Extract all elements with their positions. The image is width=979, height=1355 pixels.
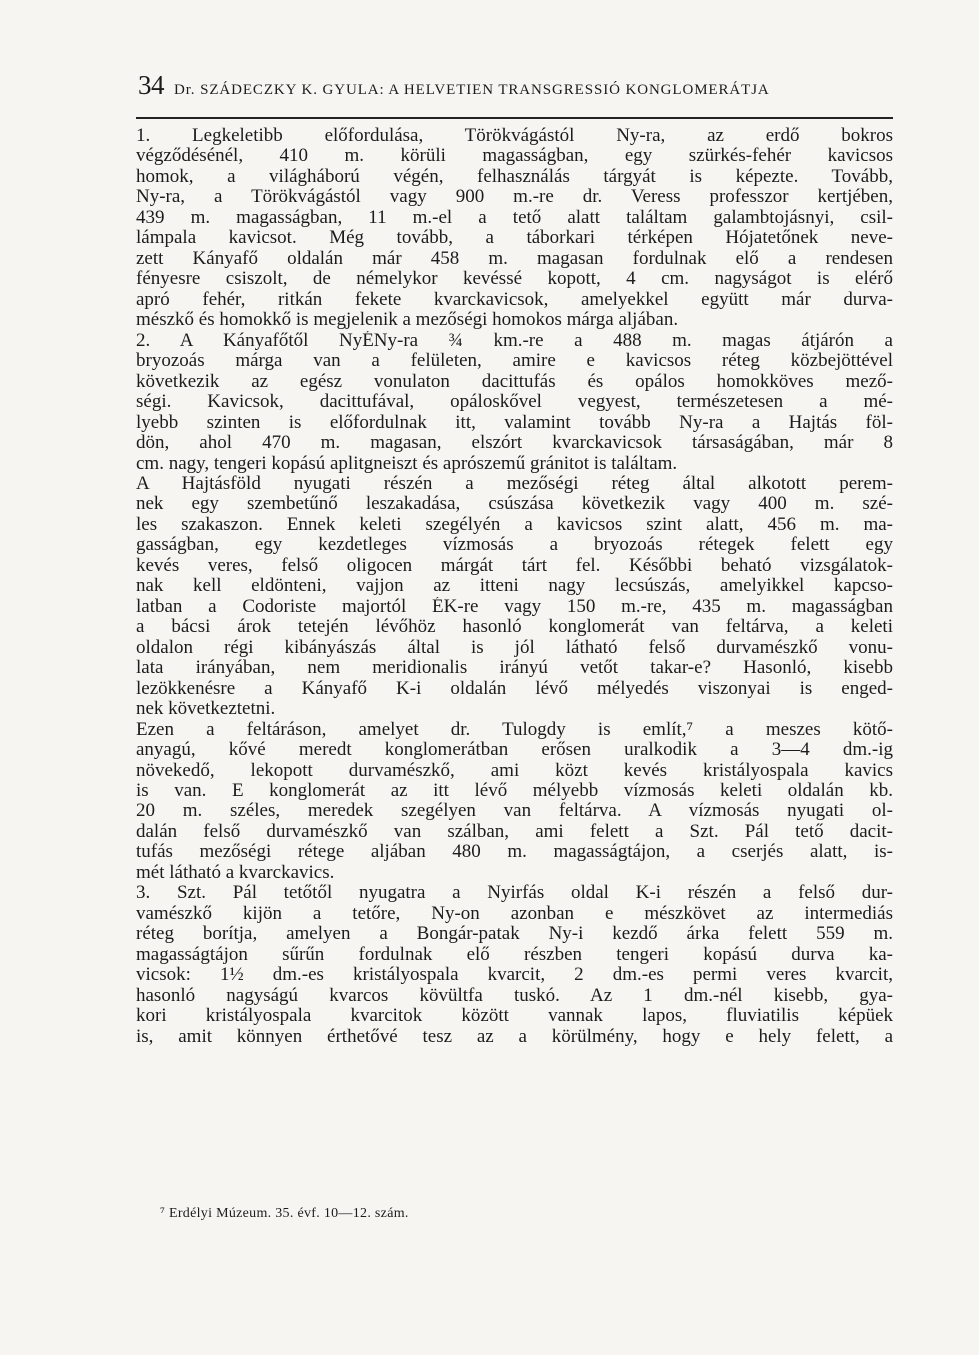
page-number: 34 xyxy=(138,70,164,100)
text-line: latban a Codoriste majortól ÉK-re vagy 150 m.-re, 435 m. magasságban xyxy=(136,596,893,617)
text-line: is van. E konglomerát az itt lévő mélyebb vízmosás keleti oldalán kb. xyxy=(136,781,893,801)
text-line: lata irányában, nem meridionalis irányú vetőt takar-e? Hasonló, kisebb xyxy=(136,658,893,679)
text-line: lyebb szinten is előfordulnak itt, valamint tovább Ny-ra a Hajtás föl- xyxy=(136,412,893,433)
header-rule xyxy=(136,117,893,119)
text-line: 3. Szt. Pál tetőtől nyugatra a Nyirfás oldal K-i részén a felső dur- xyxy=(136,883,893,904)
text-line: mészkő és homokkő is megjelenik a mezőségi homokos márga aljában. xyxy=(136,310,679,331)
text-line: a bácsi árok tetején lévőhöz hasonló konglomerát van feltárva, a keleti xyxy=(136,617,893,638)
text-line: 20 m. széles, meredek szegélyen van feltárva. A vízmosás nyugati ol- xyxy=(136,801,893,822)
text-line: tufás mezőségi rétege aljában 480 m. magasságtájon, a cserjés alatt, is- xyxy=(136,842,893,863)
text-line: zett Kányafő oldalán már 458 m. magasan fordulnak elő a rendesen xyxy=(136,248,893,269)
text-line: gasságban, egy kezdetleges vízmosás a bryozoás rétegek felett egy xyxy=(136,535,893,556)
footnote: ⁷ Erdélyi Múzeum. 35. évf. 10—12. szám. xyxy=(160,1206,409,1221)
text-line: következik az egész vonulaton dacittufás és opálos homokköves mező- xyxy=(136,371,893,392)
text-line: Ezen a feltáráson, amelyet dr. Tulogdy is említ,⁷ a meszes kötő- xyxy=(136,719,893,740)
text-line: cm. nagy, tengeri kopású aplitgneiszt és aprószemű gránitot is találtam. xyxy=(136,453,678,474)
page-header xyxy=(138,70,891,101)
text-line: dalán felső durvamészkő van szálban, ami felett a Szt. Pál tető dacit- xyxy=(136,821,893,842)
text-line: les szakaszon. Ennek keleti szegélyén a kavicsos szint alatt, 456 m. ma- xyxy=(136,514,893,535)
text-line: növekedő, lekopott durvamészkő, ami közt kevés kristályospala kavics xyxy=(136,760,893,781)
text-line: bryozoás márga van a felületen, amire e kavicsos réteg közbejöttével xyxy=(136,351,893,372)
text-line: apró fehér, ritkán fekete kvarckavicsok, amelyekkel együtt már durva- xyxy=(136,289,893,310)
text-line: nek következtetni. xyxy=(136,699,276,720)
text-line: is, amit könnyen érthetővé tesz az a körülmény, hogy e hely felett, a xyxy=(136,1026,893,1047)
text-line: vamészkő kijön a tetőre, Ny-on azonban e mészkövet az intermediás xyxy=(136,903,893,924)
body-text xyxy=(136,126,893,1068)
text-line: végződésénél, 410 m. körüli magasságban, egy szürkés-fehér kavicsos xyxy=(136,146,893,167)
text-line: lámpala kavicsot. Még tovább, a táborkari térképen Hójatetőnek neve- xyxy=(136,228,893,249)
text-line: 439 m. magasságban, 11 m.-el a tető alatt találtam galambtojásnyi, csil- xyxy=(136,207,893,228)
text-line: magasságtájon sűrűn fordulnak elő részben tengeri kopású durva ka- xyxy=(136,944,893,965)
text-line: kevés veres, felső oligocen márgát tárt fel. Későbbi beható vizsgálatok- xyxy=(136,555,893,576)
text-line: Ny-ra, a Törökvágástól vagy 900 m.-re dr. Veress professzor kertjében, xyxy=(136,187,893,208)
text-line: oldalon régi kibányászás által is jól látható felső durvamészkő vonu- xyxy=(136,637,893,658)
text-line: 1. Legkeletibb előfordulása, Törökvágástól Ny-ra, az erdő bokros xyxy=(136,126,893,146)
text-line: homok, a világháború végén, felhasználás tárgyát is képezte. Tovább, xyxy=(136,166,893,187)
text-line: nek egy szembetűnő leszakadása, csúszása következik vagy 400 m. szé- xyxy=(136,494,893,515)
text-line: ségi. Kavicsok, dacittufával, opáloskővel vegyest, természetesen a mé- xyxy=(136,392,893,413)
text-line: dön, ahol 470 m. magasan, elszórt kvarckavicsok társaságában, már 8 xyxy=(136,433,893,454)
text-line: hasonló nagyságú kvarcos kövültfa tuskó. Az 1 dm.-nél kisebb, gya- xyxy=(136,985,893,1006)
text-line: vicsok: 1½ dm.-es kristályospala kvarcit, 2 dm.-es permi veres kvarcit, xyxy=(136,965,893,986)
text-line: 2. A Kányafőtől NyÉNy-ra ¾ km.-re a 488 m. magas átjárón a xyxy=(136,330,893,351)
running-head: Dr. SZÁDECZKY K. GYULA: A HELVETIEN TRANSGRESSIÓ KONGLOMERÁTJA xyxy=(174,82,770,98)
text-line: réteg borítja, amelyen a Bongár-patak Ny-i kezdő árka felett 559 m. xyxy=(136,924,893,945)
text-line: anyagú, kővé meredt konglomerátban erősen uralkodik a 3—4 dm.-ig xyxy=(136,740,893,761)
text-line: nak kell eldönteni, vajjon az itteni nagy lecsúszás, amelyikkel kapcso- xyxy=(136,576,893,597)
text-line: mét látható a kvarckavics. xyxy=(136,862,335,883)
text-line: lezökkenésre a Kányafő K-i oldalán lévő mélyedés viszonyai is enged- xyxy=(136,678,893,699)
text-line: kori kristályospala kvarcitok között vannak lapos, fluviatilis képüek xyxy=(136,1006,893,1027)
text-line: A Hajtásföld nyugati részén a mezőségi réteg által alkotott perem- xyxy=(136,473,893,494)
text-line: fényesre csiszolt, de némelykor kevéssé kopott, 4 cm. nagyságot is elérő xyxy=(136,269,893,290)
text-line xyxy=(136,1047,893,1067)
